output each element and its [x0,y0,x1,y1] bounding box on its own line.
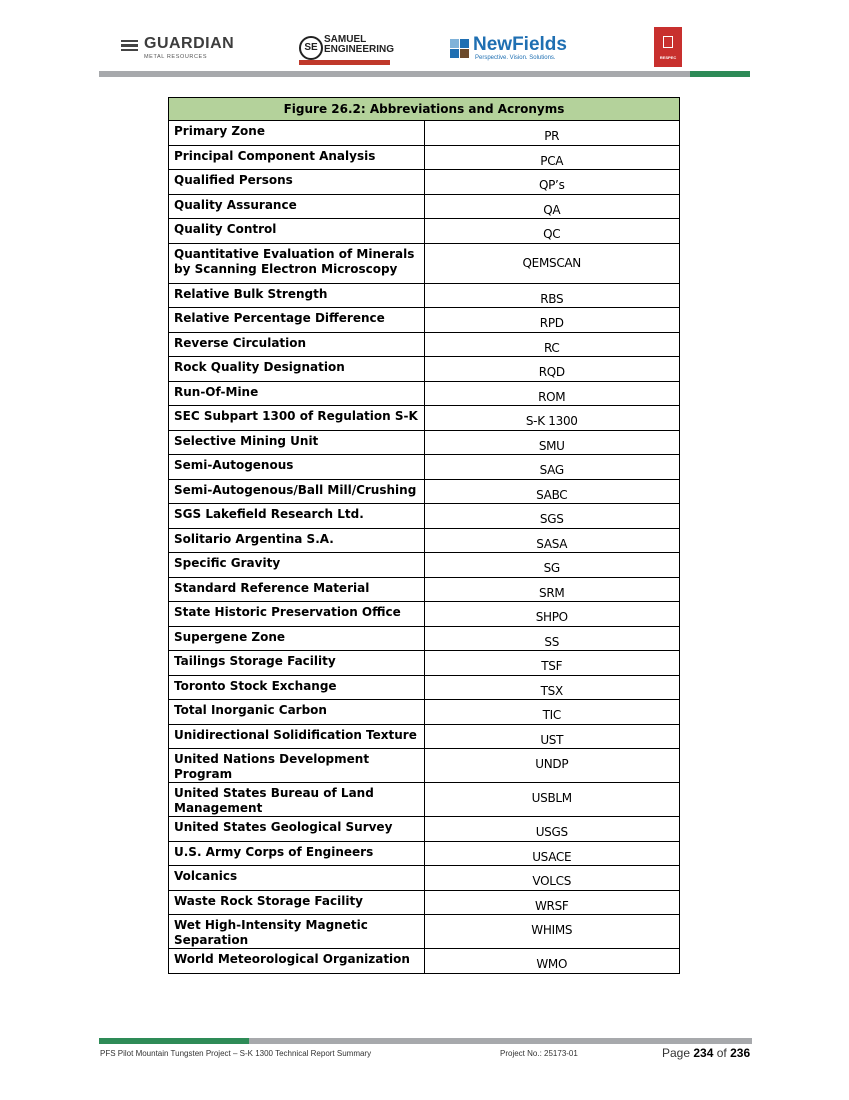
term-cell: Volcanics [169,866,425,891]
abbreviation-cell: QA [424,194,680,219]
samuel-line1: SAMUEL [324,34,367,45]
term-cell: Semi-Autogenous/Ball Mill/Crushing [169,479,425,504]
term-cell: World Meteorological Organization [169,949,425,974]
abbreviation-cell: WRSF [424,890,680,915]
table-row [169,783,680,817]
abbreviation-cell: SASA [424,528,680,553]
term-cell: U.S. Army Corps of Engineers [169,841,425,866]
table-row [169,577,680,602]
table-row [169,243,680,283]
newfields-squares-icon [450,39,470,59]
of-word: of [716,1046,727,1060]
abbreviation-cell: S-K 1300 [424,406,680,431]
term-cell: Reverse Circulation [169,332,425,357]
term-cell: Standard Reference Material [169,577,425,602]
table-row [169,479,680,504]
abbreviation-cell: USBLM [424,783,680,817]
page-total: 236 [730,1046,751,1060]
se-badge-icon: SE [299,36,323,60]
header-rule-gray [99,71,719,77]
samuel-name [324,35,394,55]
term-cell: Run-Of-Mine [169,381,425,406]
term-cell: Relative Percentage Difference [169,308,425,333]
abbreviation-cell: PR [424,121,680,146]
term-cell: Supergene Zone [169,626,425,651]
guardian-lines-icon [121,40,138,51]
term-cell: Primary Zone [169,121,425,146]
term-cell: United Nations Development Program [169,749,425,783]
table-row [169,283,680,308]
term-cell: Tailings Storage Facility [169,651,425,676]
abbreviation-cell: UNDP [424,749,680,783]
respec-logo [654,27,682,67]
table-row [169,145,680,170]
table-row [169,890,680,915]
term-cell: Quantitative Evaluation of Minerals by Scanning Electron Microscopy [169,243,425,283]
term-cell: Solitario Argentina S.A. [169,528,425,553]
term-cell: Total Inorganic Carbon [169,700,425,725]
term-cell: Quality Assurance [169,194,425,219]
abbreviations-table-wrap [168,97,680,974]
term-cell: Toronto Stock Exchange [169,675,425,700]
samuel-red-bar [299,60,390,65]
abbreviation-cell: SRM [424,577,680,602]
table-row [169,841,680,866]
table-row [169,724,680,749]
abbreviation-cell: ROM [424,381,680,406]
table-row [169,121,680,146]
abbreviation-cell: VOLCS [424,866,680,891]
footer-project-number: Project No.: 25173-01 [500,1049,578,1058]
term-cell: Rock Quality Designation [169,357,425,382]
table-body [169,121,680,974]
table-row [169,430,680,455]
table-row [169,170,680,195]
guardian-subtitle: METAL RESOURCES [144,54,208,60]
page-header [0,0,849,80]
term-cell: SEC Subpart 1300 of Regulation S-K [169,406,425,431]
term-cell: State Historic Preservation Office [169,602,425,627]
term-cell: Principal Component Analysis [169,145,425,170]
term-cell: Unidirectional Solidification Texture [169,724,425,749]
respec-mark-icon [663,36,673,48]
table-row [169,651,680,676]
table-row [169,626,680,651]
table-row [169,528,680,553]
table-row [169,553,680,578]
abbreviation-cell: QEMSCAN [424,243,680,283]
abbreviation-cell: SG [424,553,680,578]
table-row [169,357,680,382]
table-row [169,915,680,949]
term-cell: Semi-Autogenous [169,455,425,480]
term-cell: Waste Rock Storage Facility [169,890,425,915]
abbreviation-cell: TSF [424,651,680,676]
table-row [169,406,680,431]
term-cell: United States Bureau of Land Management [169,783,425,817]
table-row [169,219,680,244]
respec-label: RESPEC [659,55,677,60]
abbreviation-cell: SHPO [424,602,680,627]
table-row [169,949,680,974]
abbreviation-cell: RBS [424,283,680,308]
footer-report-title: PFS Pilot Mountain Tungsten Project – S-K 1300 Technical Report Summary [100,1049,372,1058]
table-row [169,504,680,529]
term-cell: Wet High-Intensity Magnetic Separation [169,915,425,949]
table-row [169,455,680,480]
abbreviation-cell: QP’s [424,170,680,195]
footer-page-number [662,1046,750,1060]
abbreviation-cell: RQD [424,357,680,382]
abbreviation-cell: RPD [424,308,680,333]
term-cell: Selective Mining Unit [169,430,425,455]
footer-rule-green [99,1038,249,1044]
samuel-line2: ENGINEERING [324,44,395,55]
table-caption: Figure 26.2: Abbreviations and Acronyms [169,98,680,121]
abbreviation-cell: USACE [424,841,680,866]
abbreviations-table [168,97,680,974]
page-word: Page [662,1046,691,1060]
abbreviation-cell: RC [424,332,680,357]
term-cell: SGS Lakefield Research Ltd. [169,504,425,529]
newfields-name: NewFields [473,34,567,55]
table-row [169,675,680,700]
term-cell: Quality Control [169,219,425,244]
term-cell: Relative Bulk Strength [169,283,425,308]
table-row [169,602,680,627]
abbreviation-cell: TSX [424,675,680,700]
table-row [169,700,680,725]
abbreviation-cell: TIC [424,700,680,725]
table-row [169,308,680,333]
abbreviation-cell: PCA [424,145,680,170]
abbreviation-cell: SS [424,626,680,651]
abbreviation-cell: SABC [424,479,680,504]
abbreviation-cell: SAG [424,455,680,480]
abbreviation-cell: WHIMS [424,915,680,949]
header-rule-green [690,71,750,77]
guardian-name: GUARDIAN [144,35,235,52]
page-current: 234 [693,1046,714,1060]
abbreviation-cell: SGS [424,504,680,529]
table-row [169,866,680,891]
term-cell: Qualified Persons [169,170,425,195]
term-cell: United States Geological Survey [169,817,425,842]
newfields-tagline: Perspective. Vision. Solutions. [475,55,556,61]
table-row [169,194,680,219]
table-row [169,817,680,842]
term-cell: Specific Gravity [169,553,425,578]
footer-rule-gray [240,1038,752,1044]
table-row [169,332,680,357]
abbreviation-cell: USGS [424,817,680,842]
abbreviation-cell: QC [424,219,680,244]
table-row [169,381,680,406]
abbreviation-cell: WMO [424,949,680,974]
abbreviation-cell: UST [424,724,680,749]
abbreviation-cell: SMU [424,430,680,455]
table-row [169,749,680,783]
